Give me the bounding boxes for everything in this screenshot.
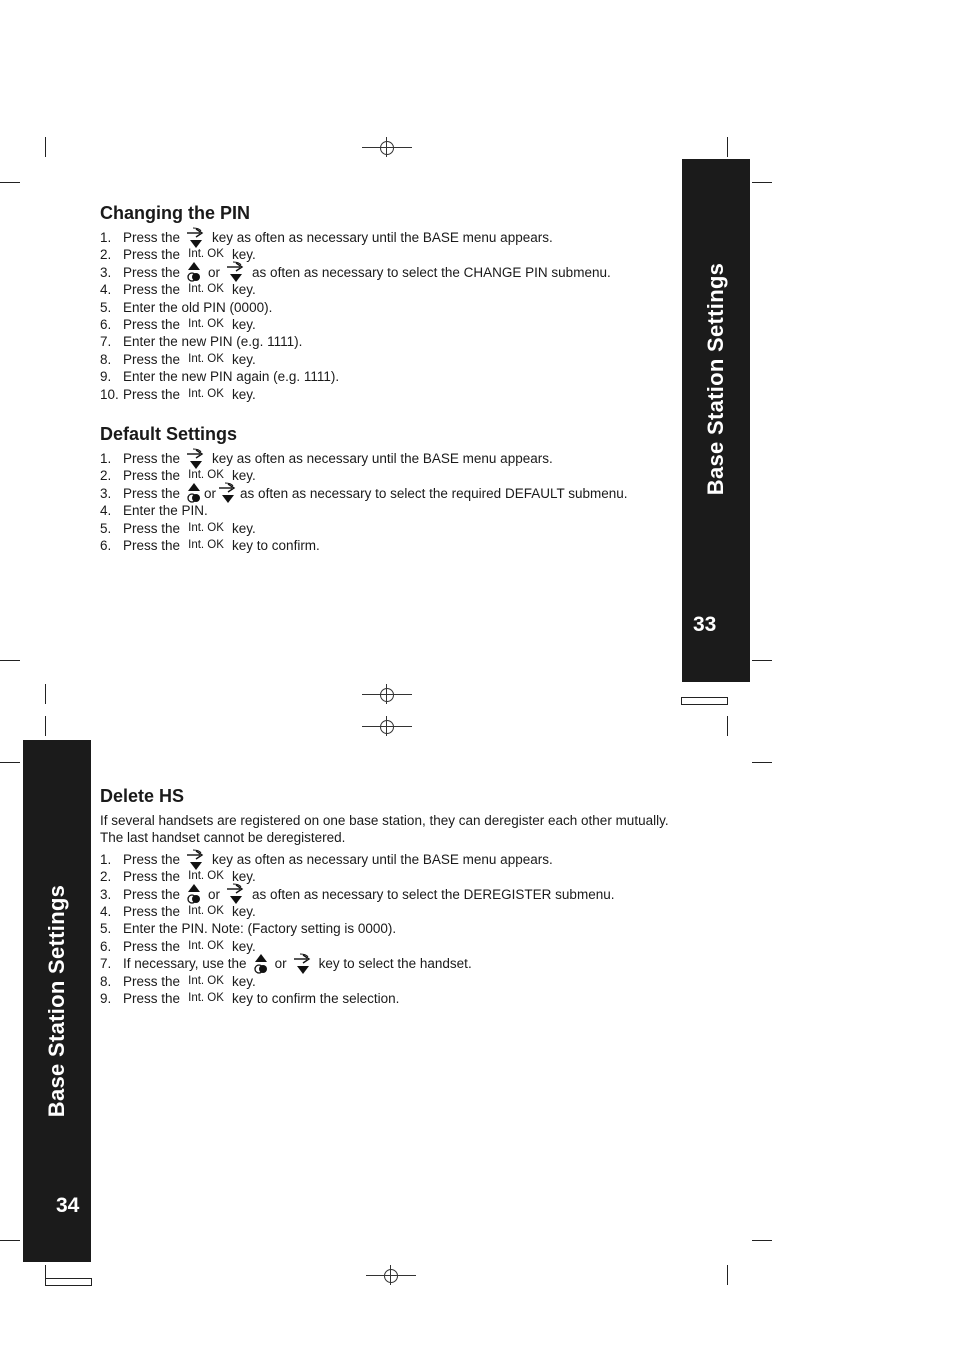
int-ok-key: Int. OK xyxy=(188,904,224,917)
step: 10. Press the Int. OK key. xyxy=(100,386,256,402)
crop-mark xyxy=(45,684,46,704)
steps-list xyxy=(100,229,690,403)
section-default-settings xyxy=(100,422,690,554)
crop-mark xyxy=(727,1265,728,1285)
int-ok-key: Int. OK xyxy=(188,939,224,952)
steps-list xyxy=(100,851,690,1008)
crop-mark xyxy=(0,660,20,661)
crop-mark xyxy=(752,762,772,763)
crop-mark xyxy=(752,1240,772,1241)
side-tab-bottom xyxy=(23,740,91,1262)
section-delete-hs xyxy=(100,784,690,1007)
up-arrow-icon xyxy=(186,261,202,283)
steps-list xyxy=(100,450,690,554)
step: 5. Press the Int. OK key. xyxy=(100,520,256,536)
int-ok-key: Int. OK xyxy=(188,991,224,1004)
section-title: Default Settings xyxy=(100,424,238,444)
crop-mark xyxy=(727,716,728,736)
crop-mark xyxy=(0,762,20,763)
crop-mark xyxy=(752,660,772,661)
int-ok-key: Int. OK xyxy=(188,538,224,551)
crop-mark xyxy=(727,137,728,157)
step: 3. Press the or as often as necessary to select the DEREGISTER submenu. xyxy=(100,886,690,903)
int-ok-key: Int. OK xyxy=(188,248,224,261)
section-title: Delete HS xyxy=(100,786,185,806)
side-tab-top xyxy=(682,159,750,682)
step: 5. Enter the PIN. Note: (Factory setting is 0000). xyxy=(100,921,397,937)
step: 1. Press the key as often as necessary until the BASE menu appears. xyxy=(100,229,690,246)
tab-marker xyxy=(681,697,728,705)
menu-arrow-down-icon xyxy=(186,448,206,470)
step: 8. Press the Int. OK key. xyxy=(100,973,256,989)
step: 5. Enter the old PIN (0000). xyxy=(100,299,273,315)
step: 6. Press the Int. OK key. xyxy=(100,938,256,954)
int-ok-key: Int. OK xyxy=(188,352,224,365)
step: 3. Press the or as often as necessary to select the CHANGE PIN submenu. xyxy=(100,264,690,281)
step: 8. Press the Int. OK key. xyxy=(100,351,256,367)
step: 4. Press the Int. OK key. xyxy=(100,903,256,919)
step: 1. Press the key as often as necessary until the BASE menu appears. xyxy=(100,450,690,467)
step: 2. Press the Int. OK key. xyxy=(100,869,256,885)
step: 6. Press the Int. OK key. xyxy=(100,316,256,332)
up-arrow-icon xyxy=(253,953,269,975)
registration-mark xyxy=(362,716,412,736)
step: 2. Press the Int. OK key. xyxy=(100,247,256,263)
step: 3. Press the or as often as necessary to select the required DEFAULT submenu. xyxy=(100,485,690,502)
step: 4. Enter the PIN. xyxy=(100,503,208,519)
menu-arrow-down-icon xyxy=(186,227,206,249)
int-ok-key: Int. OK xyxy=(188,870,224,883)
int-ok-key: Int. OK xyxy=(188,974,224,987)
step: 1. Press the key as often as necessary until the BASE menu appears. xyxy=(100,851,690,868)
up-arrow-icon xyxy=(186,482,202,504)
int-ok-key: Int. OK xyxy=(188,317,224,330)
menu-arrow-down-icon xyxy=(226,261,246,283)
menu-arrow-down-icon xyxy=(186,849,206,871)
menu-arrow-down-icon xyxy=(218,482,238,504)
crop-mark xyxy=(45,716,46,736)
menu-arrow-down-icon xyxy=(293,953,313,975)
tab-title: Base Station Settings xyxy=(44,884,69,1118)
crop-mark xyxy=(0,1240,20,1241)
step: 7. If necessary, use the or key to select the handset. xyxy=(100,955,690,972)
tab-marker xyxy=(45,1278,92,1286)
page-number: 34 xyxy=(56,1194,80,1217)
tab-title: Base Station Settings xyxy=(703,262,728,496)
page-number: 33 xyxy=(693,613,717,636)
int-ok-key: Int. OK xyxy=(188,469,224,482)
crop-mark xyxy=(45,137,46,157)
registration-mark xyxy=(362,137,412,157)
step: 2. Press the Int. OK key. xyxy=(100,468,256,484)
crop-mark xyxy=(0,182,20,183)
section-intro: If several handsets are registered on one base station, they can deregister each other mutually. The last handset cannot be deregistered. xyxy=(100,813,669,846)
int-ok-key: Int. OK xyxy=(188,387,224,400)
step: 7. Enter the new PIN (e.g. 1111). xyxy=(100,334,303,350)
crop-mark xyxy=(752,182,772,183)
step: 9. Press the Int. OK key to confirm the selection. xyxy=(100,990,400,1006)
section-changing-pin xyxy=(100,201,690,403)
up-arrow-icon xyxy=(186,883,202,905)
int-ok-key: Int. OK xyxy=(188,521,224,534)
step: 4. Press the Int. OK key. xyxy=(100,282,256,298)
registration-mark xyxy=(362,684,412,704)
menu-arrow-down-icon xyxy=(226,883,246,905)
int-ok-key: Int. OK xyxy=(188,283,224,296)
registration-mark xyxy=(366,1265,416,1285)
step: 6. Press the Int. OK key to confirm. xyxy=(100,537,320,553)
section-title: Changing the PIN xyxy=(100,203,250,223)
step: 9. Enter the new PIN again (e.g. 1111). xyxy=(100,369,340,385)
